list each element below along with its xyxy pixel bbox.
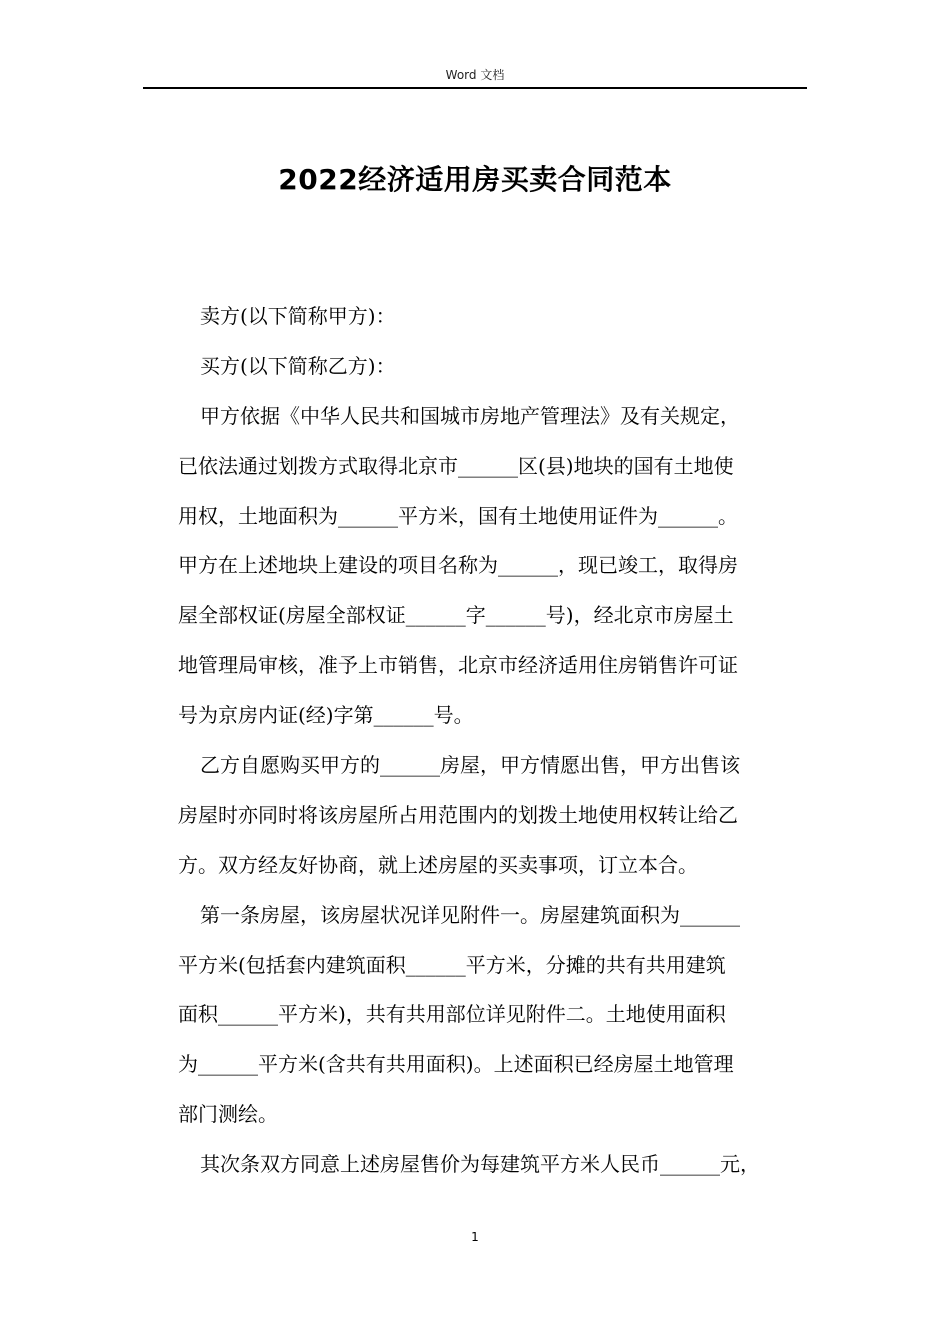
body-line-13: 第一条房屋，该房屋状况详见附件一。房屋建筑面积为______ [200,902,740,927]
document-body [178,296,810,1194]
body-line-8: 地管理局审核，准予上市销售，北京市经济适用住房销售许可证 [178,653,738,678]
body-line-7: 屋全部权证(房屋全部权证______字______号)，经北京市房屋土 [178,603,734,628]
body-line-12: 方。双方经友好协商，就上述房屋的买卖事项，订立本合。 [178,852,698,877]
body-line-16: 为______平方米(含共有共用面积)。上述面积已经房屋土地管理 [178,1052,734,1077]
document-title: 2022经济适用房买卖合同范本 [278,163,672,196]
body-line-6: 甲方在上述地块上建设的项目名称为______，现已竣工，取得房 [178,553,738,578]
body-line-10: 乙方自愿购买甲方的______房屋，甲方情愿出售，甲方出售该 [200,753,740,778]
body-line-3: 甲方依据《中华人民共和国城市房地产管理法》及有关规定， [200,403,740,428]
body-line-14: 平方米(包括套内建筑面积______平方米，分摊的共有共用建筑 [178,952,726,977]
body-line-17: 部门测绘。 [178,1102,278,1127]
page-header-label: Word 文档 [445,68,505,82]
body-line-15: 面积______平方米)，共有共用部位详见附件二。土地使用面积 [178,1002,726,1027]
body-line-11: 房屋时亦同时将该房屋所占用范围内的划拨土地使用权转让给乙 [178,802,738,827]
body-line-1: 卖方(以下简称甲方)： [200,304,396,328]
page-number: 1 [471,1230,479,1244]
body-line-5: 用权，土地面积为______平方米，国有土地使用证件为______。 [178,503,738,528]
body-line-9: 号为京房内证(经)字第______号。 [178,703,474,728]
body-line-2: 买方(以下简称乙方)： [200,353,396,378]
body-line-4: 已依法通过划拨方式取得北京市______区(县)地块的国有土地使 [178,453,734,478]
body-line-18: 其次条双方同意上述房屋售价为每建筑平方米人民币______元， [200,1152,760,1177]
header-divider [143,87,807,89]
